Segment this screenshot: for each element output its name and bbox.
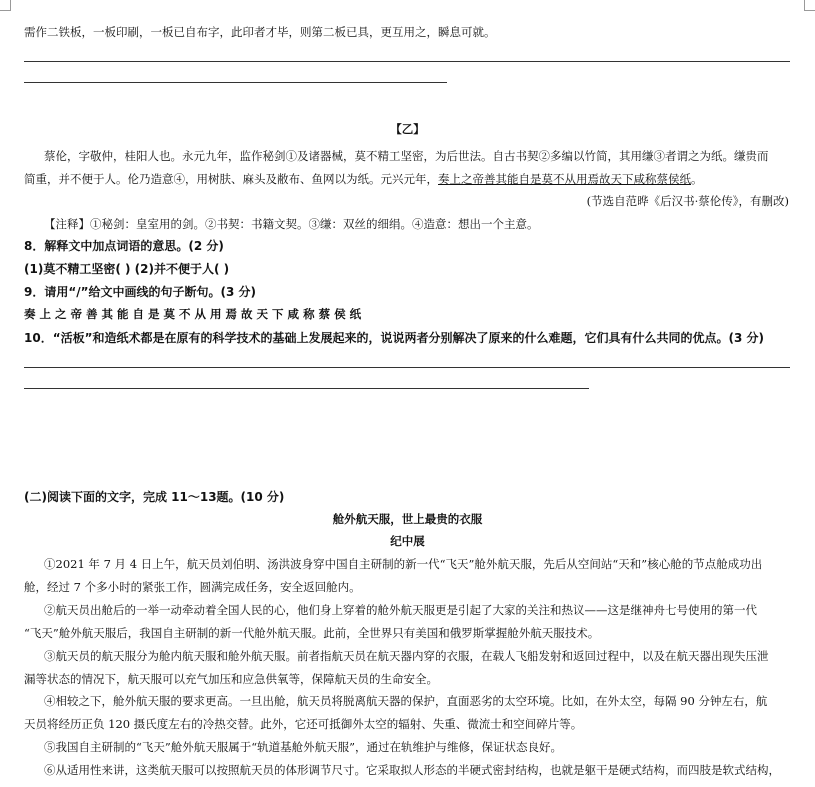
paragraph-line: 简重，并不便于人。伦乃造意④，用树肤、麻头及敝布、鱼网以为纸。元兴元年，奏上之帝善其能自是莫不从用焉故天下咸称蔡侯纸。 [24, 172, 703, 186]
paragraph-line: ④相较之下，舱外航天服的要求更高。一旦出舱，航天员将脱离航天器的保护，直面恶劣的太空环境。比如，在外太空，每隔 90 分钟左右，航 [44, 694, 768, 708]
paragraph-line: ③航天员的航天服分为舱内航天服和舱外航天服。前者指航天员在航天器内穿的衣服，在载人飞船发射和返回过程中，以及在航天器出现失压泄 [44, 649, 769, 663]
question-9: 9．请用“/”给文中画线的句子断句。(3 分) [24, 285, 257, 299]
paragraph-line: ⑥从适用性来讲，这类航天服可以按照航天员的体形调节尺寸。它采取拟人形态的半硬式密封结构，也就是躯干是硬式结构，而四肢是软式结构， [44, 763, 780, 777]
paragraph-line: ②航天员出舱后的一举一动牵动着全国人民的心，他们身上穿着的舱外航天服更是引起了大家的关注和热议——这是继神舟七号使用的第一代 [44, 603, 757, 617]
text-line: 需作二铁板，一板印刷，一板已自布字，此印者才毕，则第二板已具，更互用之，瞬息可就。 [24, 25, 496, 39]
paragraph-line: ⑤我国自主研制的“飞天”舱外航天服属于“轨道基舱外航天服”，通过在轨维护与维修，保证状态良好。 [44, 740, 563, 754]
answer-line [24, 61, 790, 62]
notes: 【注释】①秘剑：皇室用的剑。②书契：书籍文契。③缣：双丝的细绢。④造意：想出一个主意。 [44, 217, 539, 231]
section-heading: 【乙】 [390, 122, 425, 136]
answer-line [24, 388, 589, 389]
question-9-sentence: 奏 上 之 帝 善 其 能 自 是 莫 不 从 用 焉 故 天 下 咸 称 蔡 侯 纸 [24, 307, 362, 321]
source-citation: (节选自范晔《后汉书·蔡伦传》，有删改) [586, 194, 789, 208]
paragraph-line: 漏等状态的情况下，航天服可以充气加压和应急供氧等，保障航天员的生命安全。 [24, 672, 438, 686]
question-10: 10．“活板”和造纸术都是在原有的科学技术的基础上发展起来的，说说两者分别解决了原来的什么难题，它们具有什么共同的优点。(3 分) [24, 331, 764, 345]
article-title: 舱外航天服，世上最贵的衣服 [332, 512, 483, 526]
question-8: 8．解释文中加点词语的意思。(2 分) [24, 239, 224, 253]
page-corner-mark-right [804, 0, 815, 11]
page-corner-mark-left [0, 0, 11, 11]
article-author: 纪中展 [390, 534, 425, 548]
answer-line [24, 82, 447, 83]
paragraph-line: “飞天”舱外航天服后，我国自主研制的新一代舱外航天服。此前，全世界只有美国和俄罗斯掌握舱外航天服技术。 [24, 626, 600, 640]
paragraph-line: 舱，经过 7 个多小时的紧张工作，圆满完成任务，安全返回舱内。 [24, 580, 361, 594]
paragraph-line: 蔡伦，字敬仲，桂阳人也。永元九年，监作秘剑①及诸器械，莫不精工坚密，为后世法。自古书契②多编以竹简，其用缣③者谓之为纸。缣贵而 [44, 149, 769, 163]
answer-line [24, 367, 790, 368]
underlined-sentence: 奏上之帝善其能自是莫不从用焉故天下咸称蔡侯纸 [438, 172, 691, 186]
paragraph-line: 天员将经历正负 120 摄氏度左右的冷热交替。此外，它还可抵御外太空的辐射、失重、微流士和空间碎片等。 [24, 717, 583, 731]
paragraph-line: ①2021 年 7 月 4 日上午，航天员刘伯明、汤洪波身穿中国自主研制的新一代“飞天”舱外航天服，先后从空间站“天和”核心舱的节点舱成功出 [44, 557, 763, 571]
section-intro: (二)阅读下面的文字，完成 11～13题。(10 分) [24, 490, 285, 504]
question-8-items: (1)莫不精工坚密( ) (2)并不便于人( ) [24, 262, 230, 276]
